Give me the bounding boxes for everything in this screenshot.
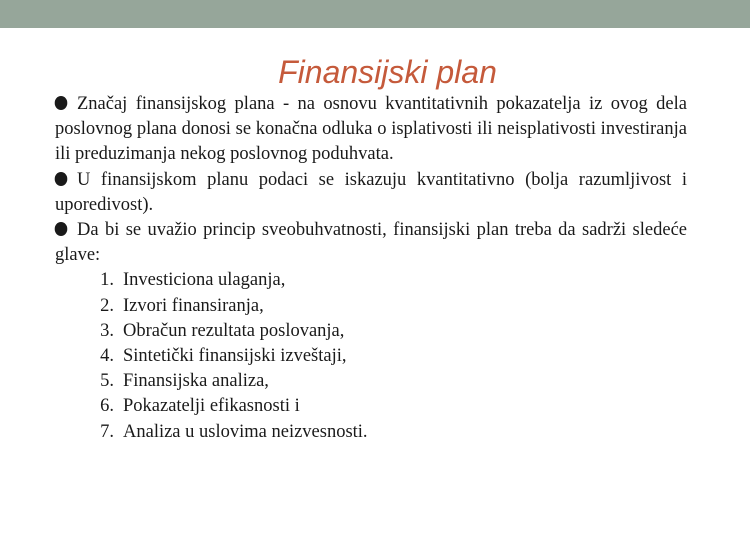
list-text: Sintetički finansijski izveštaji, <box>123 346 347 367</box>
paragraph-1 <box>55 92 687 168</box>
list-item <box>55 420 687 445</box>
list-number: 2. <box>100 295 114 316</box>
list-number: 4. <box>100 346 114 367</box>
paragraph-text: Značaj finansijskog plana - na osnovu kvantitativnih pokazatelja iz ovog dela poslovnog plana donosi se konačna odluka o isplativosti ili neisplativosti investiranja ili preduzimanja nekog poslovnog poduhvata. <box>55 94 687 165</box>
list-item <box>55 344 687 369</box>
list-text: Pokazatelji efikasnosti i <box>123 396 300 417</box>
list-text: Investiciona ulaganja, <box>123 270 286 291</box>
paragraph-3 <box>55 218 687 268</box>
list-text: Finansijska analiza, <box>123 371 269 392</box>
list-item <box>55 319 687 344</box>
top-bar <box>0 0 750 28</box>
list-number: 7. <box>100 421 114 442</box>
list-number: 5. <box>100 371 114 392</box>
list-text: Obračun rezultata poslovanja, <box>123 320 345 341</box>
slide-content <box>55 92 687 445</box>
paragraph-text: Da bi se uvažio princip sveobuhvatnosti, finansijski plan treba da sadrži sledeće glave: <box>55 220 687 266</box>
list-item <box>55 268 687 293</box>
slide-title: Finansijski plan <box>278 54 497 90</box>
list-number: 6. <box>100 396 114 417</box>
list-number: 3. <box>100 320 114 341</box>
bullet-icon <box>55 222 68 236</box>
list-text: Izvori finansiranja, <box>123 295 264 316</box>
bullet-icon <box>55 172 68 186</box>
list-item <box>55 369 687 394</box>
list-item <box>55 394 687 419</box>
list-text: Analiza u uslovima neizvesnosti. <box>123 421 368 442</box>
bullet-icon <box>55 96 68 110</box>
list-number: 1. <box>100 270 114 291</box>
list-item <box>55 294 687 319</box>
paragraph-2 <box>55 168 687 218</box>
chapter-list <box>55 268 687 444</box>
paragraph-text: U finansijskom planu podaci se iskazuju kvantitativno (bolja razumljivost i uporedivost). <box>55 169 687 215</box>
